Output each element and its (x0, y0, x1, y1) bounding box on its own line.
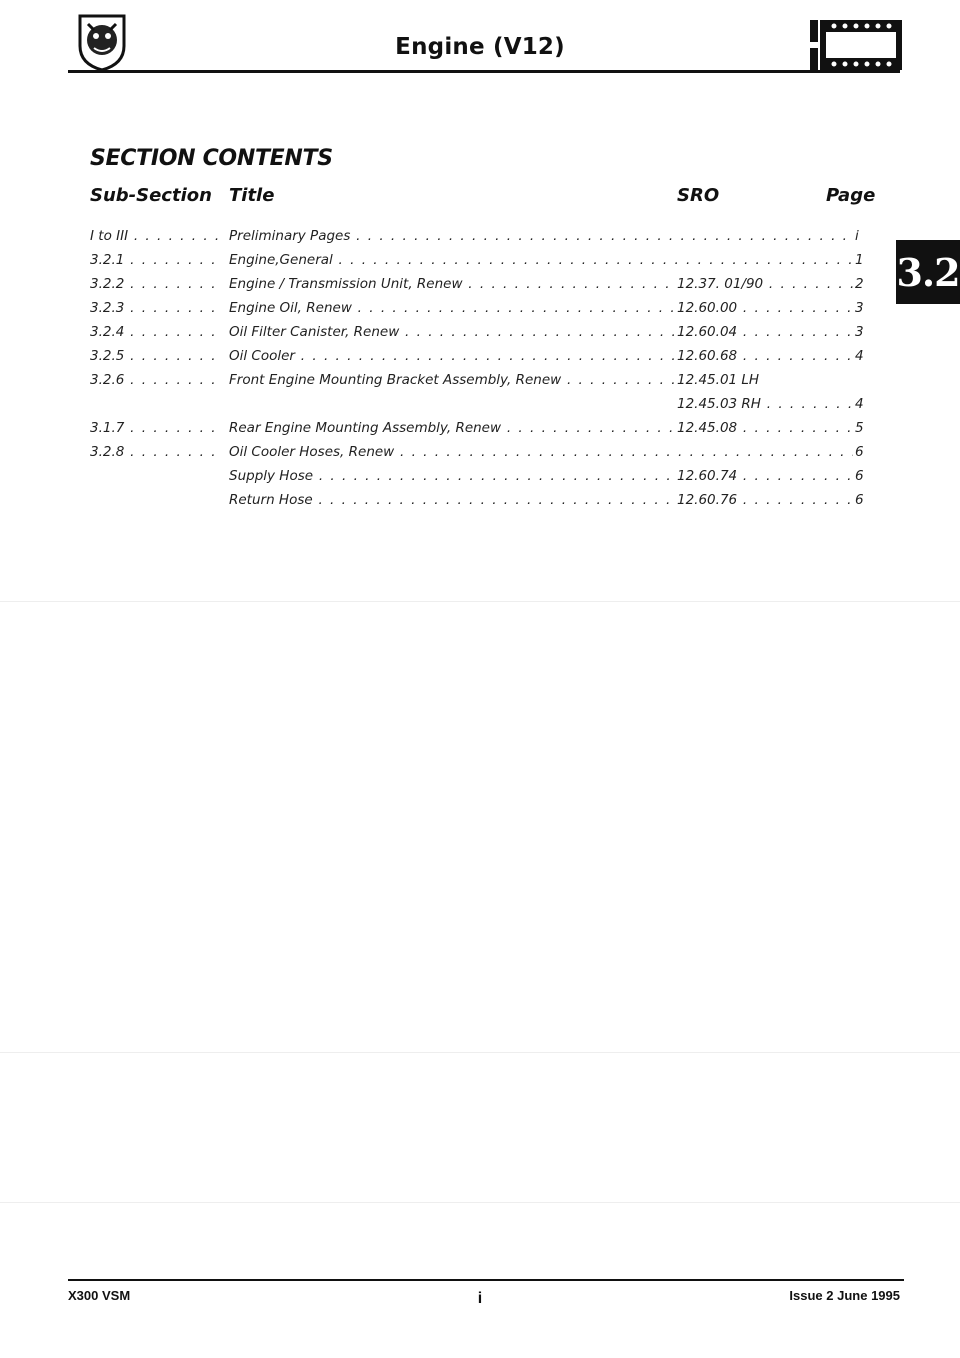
row-title: Engine / Transmission Unit, Renew . . . (229, 276, 677, 292)
row-page: 4 (855, 348, 864, 364)
row-title: Engine,General . . . (229, 252, 853, 268)
row-sub-section: 3.2.6 . . . (90, 372, 218, 388)
column-header-page: Page (826, 185, 876, 206)
row-page: 3 (855, 324, 864, 340)
page-number: i (477, 1290, 483, 1307)
row-page: 1 (855, 252, 864, 268)
contents-row (0, 468, 960, 492)
engine-block-icon (810, 18, 902, 72)
row-sub-section: 3.1.7 . . . (90, 420, 218, 436)
section-tab: 3.2 (896, 240, 960, 304)
row-sro: 12.60.04 . . . (677, 324, 853, 340)
row-sro: 12.37. 01/90 . . . (677, 276, 853, 292)
row-sro: 12.60.76 . . . (677, 492, 853, 508)
contents-row (0, 444, 960, 468)
row-sro: 12.60.68 . . . (677, 348, 853, 364)
footer-document-code: X300 VSM (68, 1288, 131, 1303)
row-title: Rear Engine Mounting Assembly, Renew . . . (229, 420, 677, 436)
row-title: Engine Oil, Renew . . . (229, 300, 677, 316)
contents-row (0, 228, 960, 252)
contents-row (0, 420, 960, 444)
row-sub-section: 3.2.5 . . . (90, 348, 218, 364)
row-sub-section: I to III . . . (90, 228, 218, 244)
column-header-sub-section: Sub-Section (90, 185, 212, 206)
contents-row (0, 252, 960, 276)
row-title: Oil Cooler Hoses, Renew . . . (229, 444, 853, 460)
header-rule (68, 70, 900, 73)
scan-line (0, 1052, 960, 1053)
contents-row (0, 348, 960, 372)
contents-row (0, 396, 960, 420)
scan-line (0, 1202, 960, 1203)
row-page: 4 (855, 396, 864, 412)
row-sro: 12.45.08 . . . (677, 420, 853, 436)
row-page: 3 (855, 300, 864, 316)
row-page: 6 (855, 444, 864, 460)
footer-rule (68, 1279, 904, 1281)
row-title: Return Hose . . . (229, 492, 677, 508)
row-title: Oil Filter Canister, Renew . . . (229, 324, 677, 340)
row-sro: 12.60.00 . . . (677, 300, 853, 316)
column-header-title: Title (229, 185, 275, 206)
row-title: Front Engine Mounting Bracket Assembly, Renew . . . (229, 372, 677, 388)
contents-row (0, 372, 960, 396)
section-heading: SECTION CONTENTS (90, 146, 333, 171)
contents-row (0, 324, 960, 348)
page-title: Engine (V12) (395, 34, 565, 60)
footer-issue-date: Issue 2 June 1995 (789, 1288, 900, 1303)
row-sub-section: 3.2.1 . . . (90, 252, 218, 268)
row-sub-section: 3.2.4 . . . (90, 324, 218, 340)
row-page: 6 (855, 492, 864, 508)
row-sro: 12.45.01 LH (677, 372, 760, 388)
contents-row (0, 492, 960, 516)
row-sub-section: 3.2.2 . . . (90, 276, 218, 292)
row-title: Preliminary Pages . . . (229, 228, 853, 244)
contents-row (0, 276, 960, 300)
row-sro: 12.45.03 RH . . . (677, 396, 853, 412)
contents-row (0, 300, 960, 324)
row-title: Oil Cooler . . . (229, 348, 677, 364)
scan-line (0, 601, 960, 602)
row-page: 6 (855, 468, 864, 484)
row-sub-section: 3.2.3 . . . (90, 300, 218, 316)
row-sro: 12.60.74 . . . (677, 468, 853, 484)
row-title: Supply Hose . . . (229, 468, 677, 484)
row-page: 5 (855, 420, 864, 436)
row-page: i (855, 228, 859, 244)
row-sub-section: 3.2.8 . . . (90, 444, 218, 460)
column-header-sro: SRO (677, 185, 720, 206)
row-page: 2 (855, 276, 864, 292)
